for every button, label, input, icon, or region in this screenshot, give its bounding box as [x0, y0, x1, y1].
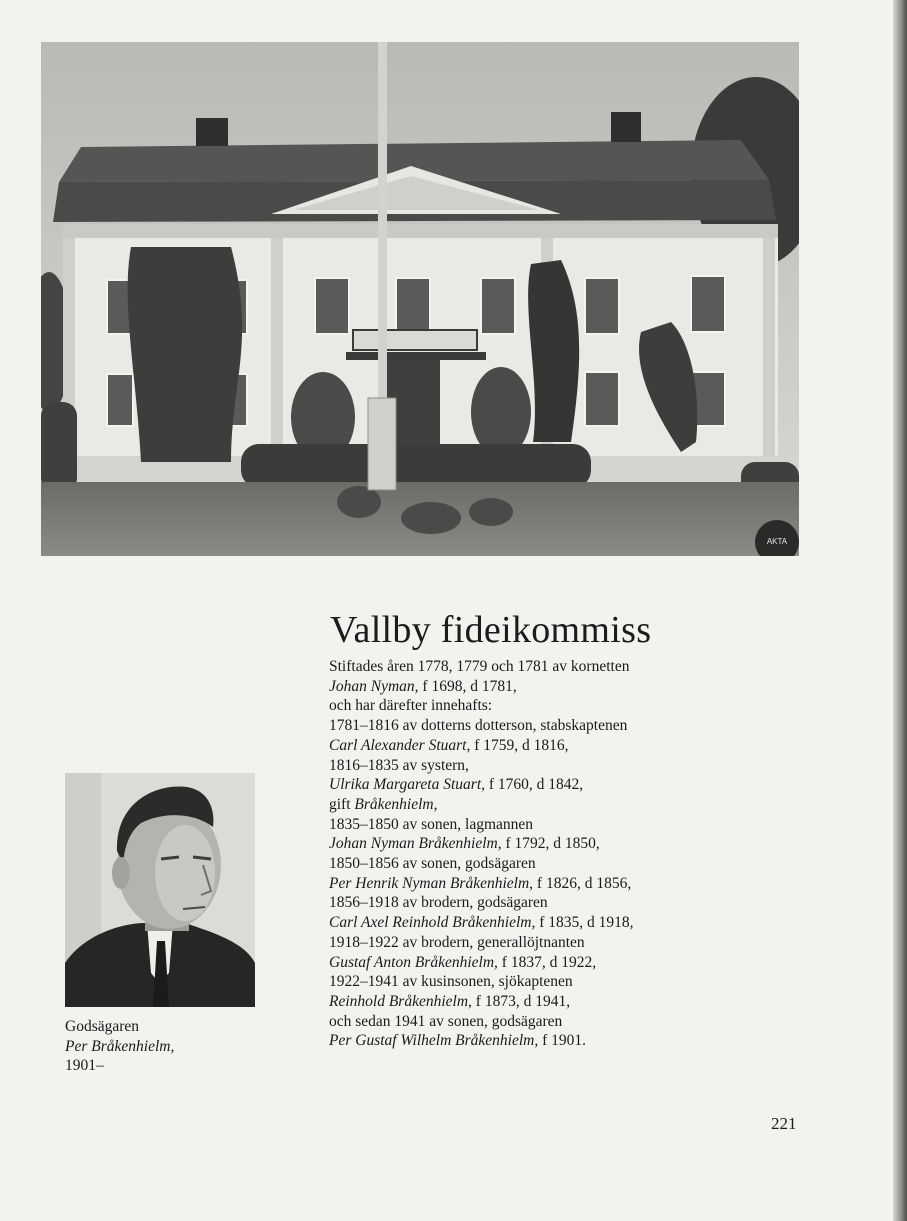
text-line [329, 795, 829, 815]
owner-portrait-photo [65, 773, 255, 1007]
text-line-plain: f 1760, d 1842, [485, 776, 584, 794]
text-line [329, 716, 829, 736]
text-line [329, 736, 829, 756]
person-name: Carl Alexander Stuart, [329, 736, 471, 754]
caption-years: 1901– [65, 1057, 104, 1074]
text-line-plain: 1816–1835 av systern, [329, 756, 469, 774]
person-name: Ulrika Margareta Stuart, [329, 776, 485, 794]
text-line-plain: f 1837, d 1922, [497, 953, 597, 971]
text-line-plain: och sedan 1941 av sonen, godsägaren [329, 1012, 563, 1030]
text-line-plain: 1918–1922 av brodern, generallöjtnanten [329, 933, 585, 951]
text-line-plain: gift [329, 795, 355, 813]
person-name: Johan Nyman Bråkenhielm, [329, 835, 502, 853]
person-name: Gustaf Anton Bråkenhielm, [329, 953, 498, 971]
text-line [329, 874, 829, 894]
text-line [329, 893, 829, 913]
text-line-plain: och har därefter innehafts: [329, 697, 493, 715]
text-line [329, 775, 829, 795]
text-line-plain: f 1792, d 1850, [501, 835, 600, 853]
text-line-plain: f 1835, d 1918, [535, 914, 634, 932]
text-line-plain: f 1826, d 1856, [533, 874, 632, 892]
text-line [329, 834, 829, 854]
text-line-plain: f 1873, d 1941, [471, 992, 571, 1010]
page-title: Vallby fideikommiss [330, 609, 652, 651]
text-line-plain: Stiftades åren 1778, 1779 och 1781 av kornetten [329, 658, 630, 675]
manor-house-illustration [41, 42, 799, 556]
text-line-plain: 1856–1918 av brodern, godsägaren [329, 894, 548, 912]
fideicommissum-history-text [329, 657, 829, 1051]
text-line [329, 953, 829, 973]
caption-name [65, 1037, 174, 1057]
person-name: Carl Axel Reinhold Bråkenhielm, [329, 914, 536, 932]
text-line-plain: f 1698, d 1781, [418, 677, 517, 695]
text-line [329, 854, 829, 874]
text-line [329, 1031, 829, 1051]
text-line [329, 815, 829, 835]
portrait-illustration [65, 773, 255, 1007]
text-line [329, 913, 829, 933]
text-line [329, 756, 829, 776]
text-line [329, 992, 829, 1012]
portrait-caption [65, 1017, 174, 1076]
text-line-plain: 1781–1816 av dotterns dotterson, stabskaptenen [329, 717, 628, 735]
manor-house-photo [41, 42, 799, 556]
text-line [329, 972, 829, 992]
text-line [329, 677, 829, 697]
text-line [329, 1012, 829, 1032]
person-name: Per Gustaf Wilhelm Bråkenhielm, [329, 1032, 539, 1050]
text-line-plain: 1850–1856 av sonen, godsägaren [329, 855, 536, 873]
text-line [329, 696, 829, 716]
text-line-plain: f 1901. [538, 1032, 587, 1050]
person-name: Bråkenhielm, [354, 795, 438, 813]
page-number: 221 [771, 1114, 797, 1133]
person-name: Johan Nyman, [329, 677, 419, 695]
text-line-plain: 1922–1941 av kusinsonen, sjökaptenen [329, 973, 573, 991]
text-line-plain: 1835–1850 av sonen, lagmannen [329, 815, 534, 833]
caption-person-name: Per Bråkenhielm, [65, 1037, 175, 1055]
text-line-plain: f 1759, d 1816, [470, 736, 569, 754]
person-name: Per Henrik Nyman Bråkenhielm, [329, 874, 534, 892]
person-name: Reinhold Bråkenhielm, [329, 992, 472, 1010]
caption-role: Godsägaren [65, 1018, 140, 1035]
text-line [329, 933, 829, 953]
photo-agency-stamp-label: AKTA [766, 537, 788, 546]
text-line [329, 657, 829, 677]
page-edge-shadow [893, 0, 907, 1221]
